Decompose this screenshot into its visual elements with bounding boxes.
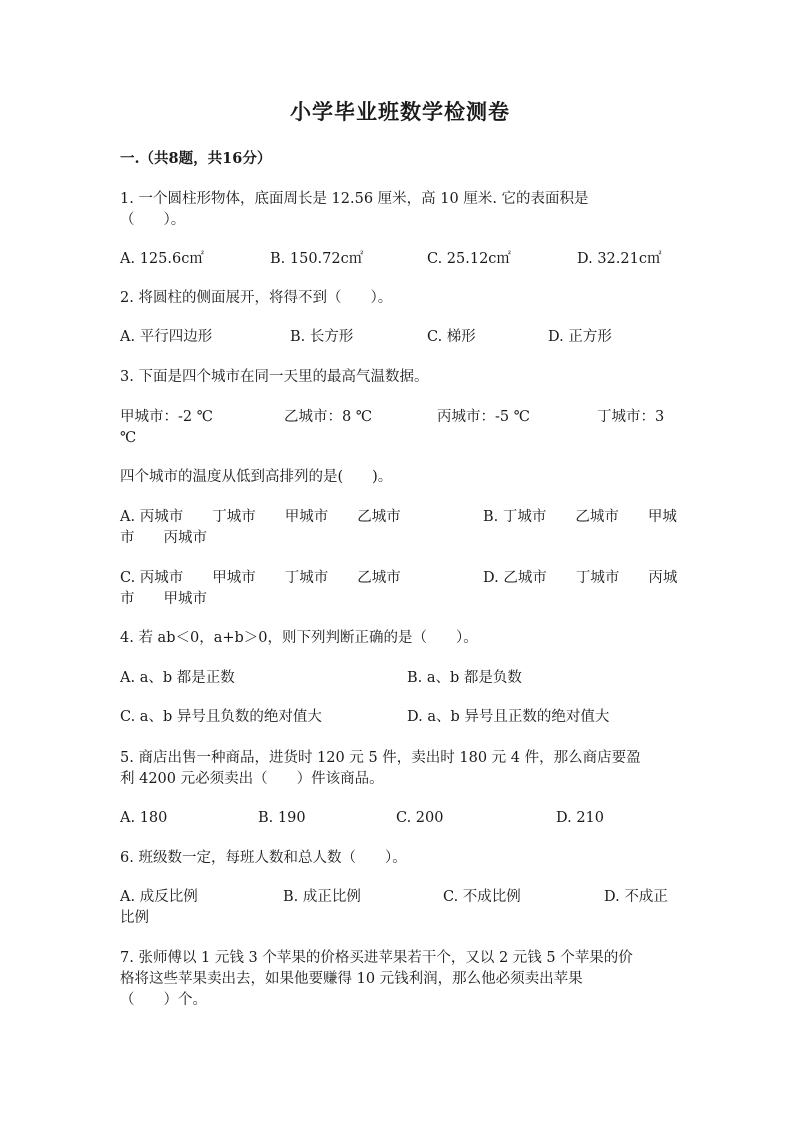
q3-temp-bing: 丙城市：-5 ℃ — [437, 409, 530, 425]
q5-option-c: C. 200 — [396, 810, 444, 826]
q1-option-b: B. 150.72c㎡ — [270, 251, 364, 267]
q3-temp-yi: 乙城市：8 ℃ — [284, 409, 373, 425]
q6-stem: 6. 班级数一定，每班人数和总人数（ ）。 — [120, 850, 407, 866]
q2-option-a: A. 平行四边形 — [120, 329, 213, 345]
q3-temp-unit-wrap: ℃ — [120, 430, 137, 446]
q2-option-b: B. 长方形 — [290, 329, 354, 345]
q5-option-b: B. 190 — [258, 810, 306, 826]
section-heading: 一.（共8题，共16分） — [120, 150, 272, 167]
q3-option-c: C. 丙城市 甲城市 丁城市 乙城市 — [120, 570, 401, 586]
q3-option-d-line1: D. 乙城市 丁城市 丙城 — [483, 570, 678, 586]
q5-stem-line2: 利 4200 元必须卖出（ ）件该商品。 — [120, 771, 384, 787]
q1-option-a: A. 125.6c㎡ — [120, 251, 204, 267]
q7-stem-line2: 格将这些苹果卖出去，如果他要赚得 10 元钱利润，那么他必须卖出苹果 — [120, 971, 583, 987]
q1-stem-line1: 1. 一个圆柱形物体，底面周长是 12.56 厘米，高 10 厘米. 它的表面积是 — [120, 191, 589, 207]
q6-option-d: D. 不成正 — [604, 889, 668, 905]
q5-option-d: D. 210 — [556, 810, 605, 826]
q6-option-b: B. 成正比例 — [283, 889, 361, 905]
q6-option-c: C. 不成比例 — [443, 889, 521, 905]
q3-option-a: A. 丙城市 丁城市 甲城市 乙城市 — [120, 509, 401, 525]
q5-stem-line1: 5. 商店出售一种商品，进货时 120 元 5 件，卖出时 180 元 4 件，那么商店要盈 — [120, 750, 641, 766]
q1-option-d: D. 32.21c㎡ — [577, 251, 662, 267]
q3-stem: 3. 下面是四个城市在同一天里的最高气温数据。 — [120, 369, 429, 385]
q3-option-b-line2: 市 丙城市 — [120, 530, 207, 546]
q1-stem-line2: （ ）。 — [120, 212, 186, 228]
q4-option-b: B. a、b 都是负数 — [407, 670, 522, 686]
q3-question: 四个城市的温度从低到高排列的是( )。 — [120, 469, 393, 485]
q3-option-b-line1: B. 丁城市 乙城市 甲城 — [483, 509, 677, 525]
q3-temp-ding: 丁城市：3 — [597, 409, 665, 425]
q4-option-d: D. a、b 异号且正数的绝对值大 — [407, 709, 610, 725]
q4-option-a: A. a、b 都是正数 — [120, 670, 235, 686]
q6-option-d-wrap: 比例 — [120, 910, 149, 926]
q7-stem-line1: 7. 张师傅以 1 元钱 3 个苹果的价格买进苹果若干个，又以 2 元钱 5 个苹果的价 — [120, 950, 633, 966]
q1-option-c: C. 25.12c㎡ — [427, 251, 511, 267]
q7-stem-line3: （ ）个。 — [120, 992, 207, 1008]
q2-stem: 2. 将圆柱的侧面展开，将得不到（ ）。 — [120, 290, 393, 306]
q6-option-a: A. 成反比例 — [120, 889, 198, 905]
exam-title: 小学毕业班数学检测卷 — [290, 99, 510, 124]
q3-option-d-line2: 市 甲城市 — [120, 591, 207, 607]
q5-option-a: A. 180 — [120, 810, 168, 826]
q2-option-c: C. 梯形 — [427, 329, 476, 345]
q3-temp-jia: 甲城市：-2 ℃ — [120, 409, 213, 425]
q2-option-d: D. 正方形 — [548, 329, 612, 345]
q4-option-c: C. a、b 异号且负数的绝对值大 — [120, 709, 322, 725]
q4-stem: 4. 若 ab＜0，a+b＞0，则下列判断正确的是（ ）。 — [120, 630, 478, 646]
